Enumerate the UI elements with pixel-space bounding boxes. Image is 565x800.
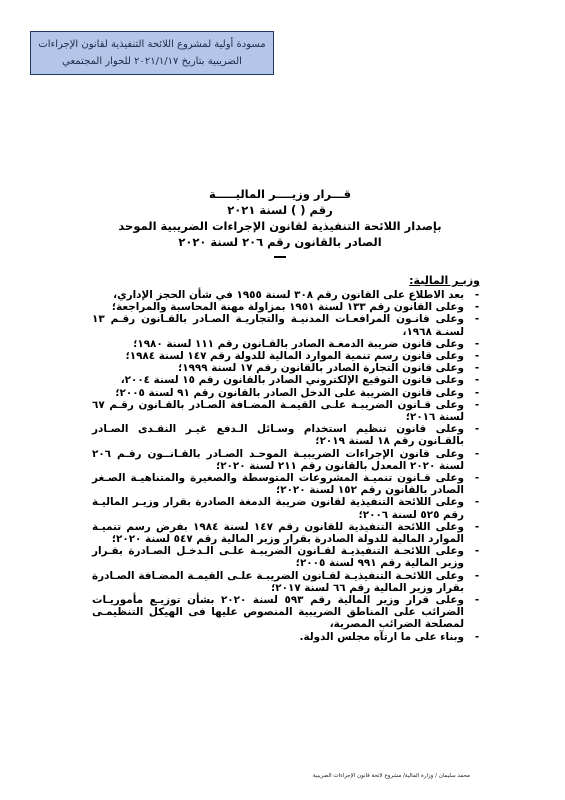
clause-text: وعلى اللائحـة التنفيذيـة لقـانون الضريبـة علـى القيمـة المضـافة الصـادرة بقرار وزير المالية رقم ٦٦ لسنة ٢٠١٧؛ [92, 569, 464, 594]
clause-item [92, 313, 482, 337]
clause-item [92, 570, 482, 594]
bullet-dash: - [474, 423, 480, 436]
clause-item [92, 350, 482, 362]
clause-text: وعلى قانـون المرافعـات المدنيـة والتجاريـة الصـادر بالقـانون رقـم ١٣ لسنـة ١٩٦٨، [92, 313, 464, 338]
bullet-dash: - [474, 289, 480, 301]
bullet-dash: - [474, 313, 480, 326]
bullet-dash: - [474, 362, 480, 375]
decree-title-block [100, 186, 460, 258]
draft-note-line-1: مسودة أولية لمشروع اللائحة التنفيذية لقانون الإجراءات [38, 39, 266, 50]
clause-text: وعلى قانون التوقيع الإلكتروني الصادر بالقانون رقم ١٥ لسنة ٢٠٠٤، [120, 374, 464, 387]
bullet-dash: - [474, 520, 480, 533]
clause-text: وعلى قـانون الضريبـة علـى القيمـة المضـافة الصـادر بالقـانون رقـم ٦٧ لسنة ٢٠١٦؛ [92, 398, 464, 424]
bullet-dash: - [474, 447, 480, 460]
title-separator [274, 256, 286, 258]
preamble-clauses [92, 289, 482, 643]
clause-item [92, 631, 482, 643]
clause-item [92, 423, 482, 447]
bullet-dash: - [474, 630, 480, 643]
bullet-dash: - [474, 594, 480, 607]
decree-title: قـــرار وزيــــر الماليـــــة [209, 187, 351, 201]
addressee: وزيـر المالية: [409, 274, 480, 287]
clause-item [92, 387, 482, 399]
decree-number: رقم ( ) لسنة ٢٠٢١ [227, 203, 333, 217]
bullet-dash: - [474, 472, 480, 485]
bullet-dash: - [474, 398, 480, 411]
draft-note-line-2: الضريبية بتاريخ ٢٠٢١/١/١٧ للحوار المجتمعي [62, 56, 242, 67]
clause-text: بعد الاطلاع على القانون رقم ٣٠٨ لسنة ١٩٥٥ في شأن الحجز الإداري، [113, 289, 464, 301]
clause-item [92, 594, 482, 631]
clause-item [92, 521, 482, 545]
clause-text: وعلى قانون ضريبة الدمغـة الصادر بالقـانون رقم ١١١ لسنة ١٩٨٠؛ [133, 337, 464, 350]
clause-text: وعلى قانون تنظيم استخدام وسـائل الـدفع غيـر النقـدى الصـادر بالقـانون رقم ١٨ لسنة ٢٠١٩؛ [92, 423, 464, 448]
clause-text: وبناء على ما ارتآه مجلس الدولة. [299, 630, 464, 643]
clause-item [92, 289, 482, 301]
clause-item [92, 338, 482, 350]
clause-item [92, 472, 482, 496]
bullet-dash: - [474, 545, 480, 558]
bullet-dash: - [474, 374, 480, 387]
clause-item [92, 545, 482, 569]
bullet-dash: - [474, 386, 480, 399]
bullet-dash: - [474, 350, 480, 363]
clause-text: وعلى اللائحة التنفيذية للقانون رقم ١٤٧ لسنة ١٩٨٤ بفرض رسم تنميـة الموارد المالية للدولة الصادرة بقرار وزير المالية رقم ٥٤٧ لسنة ٢٠٢٠؛ [92, 520, 464, 546]
clause-item [92, 362, 482, 374]
clause-text: وعلى قانون رسم تنمية الموارد المالية للدولة رقم ١٤٧ لسنة ١٩٨٤؛ [125, 350, 464, 363]
clause-text: وعلى قانون الضريبة على الدخل الصادر بالقانون رقم ٩١ لسنة ٢٠٠٥؛ [115, 386, 464, 399]
clause-item [92, 496, 482, 520]
clause-text: وعلى اللائحة التنفيذية لقانون ضريبة الدمغة الصادرة بقرار وزيـر الماليـة رقم ٥٢٥ لسنة ٢٠٠٦؛ [92, 496, 464, 521]
clause-text: وعلى اللائحـة التنفيذيـة لقـانون الضريبـة علـى الـدخـل الصـادرة بقـرار وزير المالية رقم ٩٩١ لسنة ٢٠٠٥؛ [92, 545, 464, 570]
clause-item [92, 374, 482, 386]
decree-subject-line-1: بإصدار اللائحة التنفيذية لقانون الإجراءات الضريبية الموحد [118, 219, 442, 233]
clause-text: وعلى قانون الإجراءات الضريبيـة الموحـد الصـادر بالقـانــون رقـم ٢٠٦ لسنة ٢٠٢٠ المعدل بالقانون رقم ٢١١ لسنة ٢٠٢٠؛ [92, 447, 464, 472]
bullet-dash: - [474, 569, 480, 582]
decree-subject-line-2: الصادر بالقانون رقم ٢٠٦ لسنة ٢٠٢٠ [178, 235, 382, 249]
bullet-dash: - [474, 337, 480, 350]
bullet-dash: - [474, 496, 480, 509]
draft-note-box [30, 31, 274, 75]
clause-text: وعلى قـانون تنميـة المشروعات المتوسطة والصغيرة والمتناهيـة الصـغر الصادر بالقانون رقم ١٥٢ لسنة ٢٠٢٠؛ [92, 472, 464, 497]
clause-item [92, 301, 482, 313]
bullet-dash: - [474, 301, 480, 314]
clause-text: وعلى قرار وزير المالية رقم ٥٩٣ لسنة ٢٠٢٠ بشأن توزيـع مأموريـات الضرائب على المناطق الضريبية المنصوص عليها فى الهيكل التنظيمـى لمصلحة الضرائب المصرية، [92, 594, 464, 631]
page-footer: محمد سليمان / وزارة المالية/ مشروع لائحة قانون الإجراءات الضريبية [312, 773, 470, 779]
clause-text: وعلى القانون رقم ١٣٣ لسنة ١٩٥١ بمزاولة مهنة المحاسبة والمراجعة؛ [111, 301, 464, 314]
clause-text: وعلى قانون التجارة الصادر بالقانون رقم ١٧ لسنة ١٩٩٩؛ [178, 362, 464, 375]
clause-item [92, 399, 482, 423]
clause-item [92, 448, 482, 472]
